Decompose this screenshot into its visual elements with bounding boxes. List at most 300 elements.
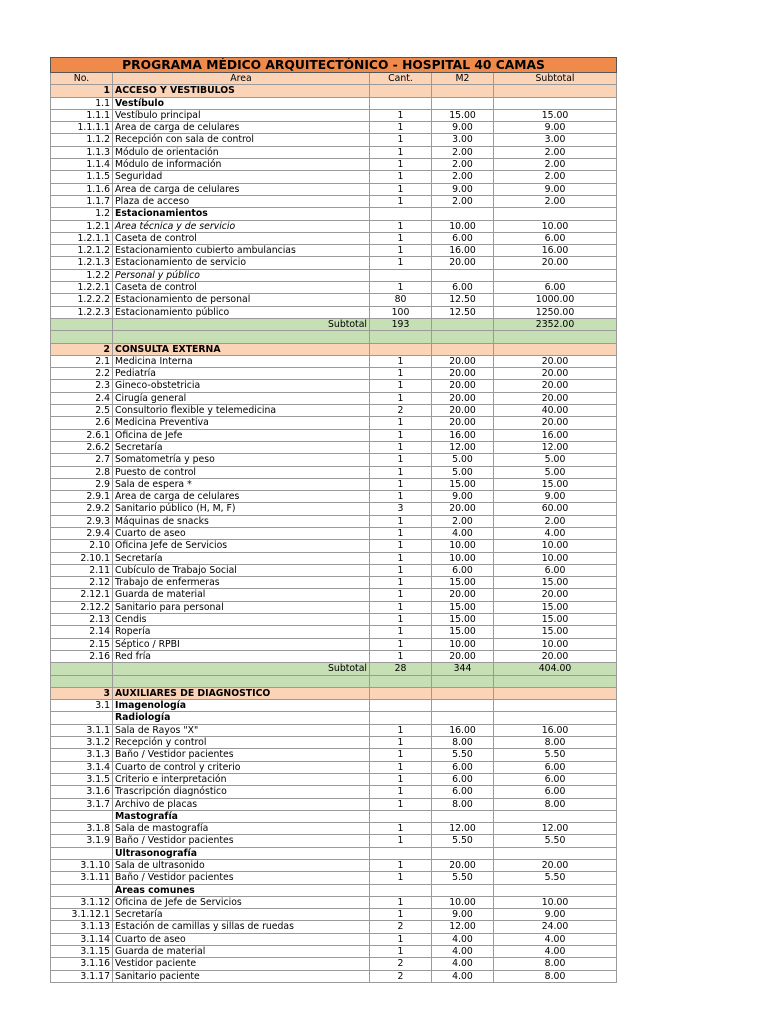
cell-m2: 16.00 [432,724,494,736]
cell-cant: 2 [370,958,432,970]
cell-subtotal: 5.50 [494,872,617,884]
cell-area: Áreas comunes [113,884,370,896]
cell-no: 3.1.11 [51,872,113,884]
cell-m2: 15.00 [432,478,494,490]
cell-area: Séptico / RPBI [113,638,370,650]
cell-subtotal: 15.00 [494,577,617,589]
cell-cant: 1 [370,933,432,945]
cell-subtotal: 2.00 [494,171,617,183]
cell-cant: 1 [370,134,432,146]
cell-cant: 1 [370,860,432,872]
cell-m2 [432,847,494,859]
cell-no [51,663,113,675]
table-row [51,933,617,945]
table-row [51,146,617,158]
cell-cant: 1 [370,417,432,429]
cell-no: 1.2.2.2 [51,294,113,306]
table-row [51,614,617,626]
cell-m2: 20.00 [432,650,494,662]
cell-no: 2 [51,343,113,355]
cell-area: Área de carga de celulares [113,491,370,503]
cell-no: 2.7 [51,454,113,466]
cell-subtotal: 15.00 [494,614,617,626]
cell-m2: 9.00 [432,122,494,134]
cell-subtotal: 4.00 [494,946,617,958]
header-m2: M2 [432,73,494,85]
cell-no: 2.2 [51,368,113,380]
cell-cant: 1 [370,749,432,761]
cell-area: Área de carga de celulares [113,183,370,195]
cell-cant: 1 [370,429,432,441]
cell-m2: 4.00 [432,527,494,539]
cell-no: 2.9 [51,478,113,490]
cell-no [51,675,113,687]
cell-subtotal: 20.00 [494,380,617,392]
table-row [51,466,617,478]
table-row [51,282,617,294]
cell-area: Sala de Rayos "X" [113,724,370,736]
cell-area: Trascripción diagnóstico [113,786,370,798]
section-row [51,687,617,699]
cell-area: Área de carga de celulares [113,122,370,134]
table-row [51,872,617,884]
table-row [51,491,617,503]
cell-cant [370,675,432,687]
cell-area: Oficina de Jefe [113,429,370,441]
cell-area: Módulo de información [113,159,370,171]
cell-subtotal [494,208,617,220]
header-no: No. [51,73,113,85]
cell-no: 3.1.17 [51,970,113,982]
cell-cant: 1 [370,282,432,294]
cell-cant: 1 [370,245,432,257]
program-table [50,57,617,983]
cell-cant: 1 [370,564,432,576]
cell-cant: 1 [370,823,432,835]
cell-cant [370,700,432,712]
cell-subtotal: 12.00 [494,441,617,453]
cell-area: Cirugía general [113,392,370,404]
cell-m2: 6.00 [432,786,494,798]
cell-subtotal [494,810,617,822]
cell-no [51,847,113,859]
cell-m2: 344 [432,663,494,675]
cell-subtotal [494,269,617,281]
cell-m2: 12.00 [432,921,494,933]
cell-no: 2.9.2 [51,503,113,515]
cell-m2 [432,331,494,343]
cell-m2 [432,884,494,896]
cell-m2: 15.00 [432,109,494,121]
cell-m2 [432,269,494,281]
table-row [51,97,617,109]
cell-area: Personal y público [113,269,370,281]
cell-m2: 6.00 [432,564,494,576]
cell-cant: 2 [370,405,432,417]
table-row [51,294,617,306]
cell-subtotal: 10.00 [494,552,617,564]
cell-area: Imagenología [113,700,370,712]
cell-area: Vestidor paciente [113,958,370,970]
cell-subtotal: 9.00 [494,909,617,921]
cell-area: Secretaría [113,441,370,453]
cell-no: 2.10 [51,540,113,552]
cell-m2: 5.50 [432,749,494,761]
table-row [51,552,617,564]
cell-area: Estacionamientos [113,208,370,220]
table-row [51,896,617,908]
cell-no: 3.1.12.1 [51,909,113,921]
cell-no: 3.1.1 [51,724,113,736]
cell-subtotal: 24.00 [494,921,617,933]
cell-m2 [432,675,494,687]
cell-no: 3.1.9 [51,835,113,847]
cell-cant: 1 [370,515,432,527]
cell-area: Subtotal [113,318,370,330]
table-row [51,405,617,417]
cell-no [51,331,113,343]
spacer-row [51,331,617,343]
table-row [51,515,617,527]
cell-no: 1.1.4 [51,159,113,171]
cell-area: Estacionamiento cubierto ambulancias [113,245,370,257]
cell-m2: 5.50 [432,872,494,884]
cell-cant: 28 [370,663,432,675]
cell-no: 3 [51,687,113,699]
cell-cant: 2 [370,921,432,933]
cell-cant: 1 [370,761,432,773]
table-row [51,909,617,921]
cell-subtotal: 15.00 [494,601,617,613]
cell-subtotal [494,85,617,97]
cell-area: Somatometría y peso [113,454,370,466]
cell-no: 1.1.2 [51,134,113,146]
cell-subtotal: 2352.00 [494,318,617,330]
cell-cant [370,269,432,281]
cell-area: Sala de mastografía [113,823,370,835]
cell-m2: 2.00 [432,195,494,207]
table-row [51,810,617,822]
cell-m2: 4.00 [432,958,494,970]
table-row [51,208,617,220]
cell-m2: 10.00 [432,540,494,552]
cell-no: 3.1.3 [51,749,113,761]
cell-area: Secretaría [113,552,370,564]
cell-subtotal: 9.00 [494,183,617,195]
cell-m2: 8.00 [432,798,494,810]
cell-subtotal: 2.00 [494,159,617,171]
cell-cant: 1 [370,527,432,539]
header-subtotal: Subtotal [494,73,617,85]
cell-m2: 8.00 [432,737,494,749]
cell-area: Cuarto de aseo [113,527,370,539]
cell-subtotal: 5.50 [494,749,617,761]
cell-cant: 1 [370,650,432,662]
cell-cant: 1 [370,946,432,958]
cell-subtotal: 20.00 [494,368,617,380]
cell-area: Recepción y control [113,737,370,749]
cell-m2: 9.00 [432,183,494,195]
cell-cant: 80 [370,294,432,306]
cell-subtotal [494,97,617,109]
cell-m2: 9.00 [432,909,494,921]
cell-subtotal: 40.00 [494,405,617,417]
table-row [51,798,617,810]
cell-subtotal: 20.00 [494,860,617,872]
cell-m2: 20.00 [432,860,494,872]
table-row [51,109,617,121]
table-row [51,441,617,453]
section-row [51,343,617,355]
cell-cant: 1 [370,392,432,404]
cell-subtotal: 20.00 [494,355,617,367]
cell-m2: 20.00 [432,257,494,269]
cell-subtotal: 60.00 [494,503,617,515]
cell-area: Criterio e interpretación [113,773,370,785]
cell-m2: 4.00 [432,970,494,982]
table-row [51,134,617,146]
cell-no: 1.1.6 [51,183,113,195]
cell-cant: 1 [370,109,432,121]
cell-m2: 6.00 [432,761,494,773]
cell-subtotal: 20.00 [494,257,617,269]
subtotal-row [51,663,617,675]
cell-m2: 2.00 [432,171,494,183]
cell-no: 2.9.3 [51,515,113,527]
cell-area: Puesto de control [113,466,370,478]
cell-cant: 3 [370,503,432,515]
cell-m2: 10.00 [432,638,494,650]
cell-cant [370,847,432,859]
table-row [51,835,617,847]
cell-cant: 1 [370,257,432,269]
cell-subtotal: 20.00 [494,589,617,601]
cell-cant: 1 [370,441,432,453]
cell-m2: 20.00 [432,355,494,367]
cell-cant [370,687,432,699]
table-row [51,761,617,773]
cell-cant: 1 [370,355,432,367]
cell-no: 1.2.1 [51,220,113,232]
cell-area: Baño / Vestidor pacientes [113,872,370,884]
cell-no: 2.8 [51,466,113,478]
cell-area: Subtotal [113,663,370,675]
header-cant: Cant. [370,73,432,85]
cell-no: 3.1.15 [51,946,113,958]
cell-area: Ultrasonografía [113,847,370,859]
cell-area: Estacionamiento público [113,306,370,318]
cell-m2: 15.00 [432,614,494,626]
cell-cant: 1 [370,183,432,195]
cell-area: Medicina Preventiva [113,417,370,429]
cell-subtotal: 9.00 [494,122,617,134]
section-row [51,85,617,97]
cell-cant: 1 [370,786,432,798]
table-row [51,700,617,712]
cell-m2 [432,85,494,97]
cell-m2: 12.50 [432,294,494,306]
cell-area: Archivo de placas [113,798,370,810]
cell-cant: 1 [370,724,432,736]
cell-subtotal: 8.00 [494,970,617,982]
cell-area: Gineco-obstetricia [113,380,370,392]
table-row [51,564,617,576]
cell-no: 1.2.1.1 [51,232,113,244]
cell-area: Secretaría [113,909,370,921]
cell-area: ACCESO Y VESTIBULOS [113,85,370,97]
cell-area: Estacionamiento de servicio [113,257,370,269]
cell-m2: 20.00 [432,380,494,392]
cell-no: 3.1.8 [51,823,113,835]
cell-m2: 20.00 [432,368,494,380]
table-row [51,257,617,269]
cell-no: 2.14 [51,626,113,638]
cell-no: 2.13 [51,614,113,626]
cell-cant: 1 [370,478,432,490]
cell-subtotal: 15.00 [494,109,617,121]
cell-no: 2.6.1 [51,429,113,441]
cell-no: 1.1.5 [51,171,113,183]
cell-area: Máquinas de snacks [113,515,370,527]
cell-no: 2.15 [51,638,113,650]
cell-no: 1.2.1.2 [51,245,113,257]
cell-cant: 1 [370,491,432,503]
cell-m2 [432,318,494,330]
cell-area: Ropería [113,626,370,638]
cell-subtotal [494,700,617,712]
cell-area: Red fría [113,650,370,662]
cell-area: Vestíbulo [113,97,370,109]
table-row [51,626,617,638]
cell-no [51,884,113,896]
cell-m2: 20.00 [432,589,494,601]
cell-no: 3.1.10 [51,860,113,872]
cell-area [113,331,370,343]
cell-cant: 1 [370,171,432,183]
cell-no: 1.2.2.3 [51,306,113,318]
cell-m2: 20.00 [432,405,494,417]
cell-m2: 5.50 [432,835,494,847]
cell-area: Consultorio flexible y telemedicina [113,405,370,417]
table-row [51,355,617,367]
cell-subtotal: 15.00 [494,478,617,490]
cell-subtotal: 6.00 [494,232,617,244]
cell-no: 2.9.1 [51,491,113,503]
title-row [51,58,617,73]
cell-m2 [432,687,494,699]
cell-m2: 12.00 [432,823,494,835]
cell-no: 3.1 [51,700,113,712]
cell-no: 2.6 [51,417,113,429]
cell-m2: 15.00 [432,626,494,638]
cell-no: 2.4 [51,392,113,404]
table-row [51,884,617,896]
cell-subtotal: 6.00 [494,773,617,785]
cell-cant: 1 [370,159,432,171]
cell-m2: 12.00 [432,441,494,453]
cell-subtotal: 8.00 [494,798,617,810]
table-row [51,245,617,257]
cell-area: Plaza de acceso [113,195,370,207]
cell-subtotal [494,343,617,355]
cell-cant [370,343,432,355]
cell-m2 [432,700,494,712]
table-row [51,638,617,650]
cell-area: Medicina Interna [113,355,370,367]
cell-cant: 1 [370,577,432,589]
table-row [51,232,617,244]
cell-no: 1.1.7 [51,195,113,207]
program-sheet [50,57,616,983]
cell-area: CONSULTA EXTERNA [113,343,370,355]
document-title: PROGRAMA MÉDICO ARQUITECTÓNICO - HOSPITAL 40 CAMAS [51,58,617,73]
table-row [51,749,617,761]
cell-cant: 1 [370,540,432,552]
cell-m2: 9.00 [432,491,494,503]
cell-area: Seguridad [113,171,370,183]
cell-no: 2.9.4 [51,527,113,539]
table-row [51,380,617,392]
cell-cant [370,884,432,896]
cell-cant: 1 [370,835,432,847]
cell-area: Pediatría [113,368,370,380]
cell-no: 3.1.4 [51,761,113,773]
table-row [51,847,617,859]
table-row [51,958,617,970]
cell-subtotal: 15.00 [494,626,617,638]
cell-area: Vestíbulo principal [113,109,370,121]
cell-cant: 1 [370,368,432,380]
table-row [51,183,617,195]
cell-cant: 1 [370,380,432,392]
table-row [51,171,617,183]
cell-cant: 1 [370,195,432,207]
cell-subtotal: 20.00 [494,417,617,429]
cell-no: 2.6.2 [51,441,113,453]
table-row [51,527,617,539]
cell-area [113,675,370,687]
cell-m2: 5.00 [432,454,494,466]
table-row [51,159,617,171]
cell-area: Área técnica y de servicio [113,220,370,232]
cell-m2: 10.00 [432,220,494,232]
table-row [51,195,617,207]
cell-subtotal: 4.00 [494,933,617,945]
cell-subtotal: 12.00 [494,823,617,835]
cell-cant: 1 [370,737,432,749]
cell-area: Sanitario paciente [113,970,370,982]
cell-area: Cubículo de Trabajo Social [113,564,370,576]
cell-subtotal: 5.00 [494,454,617,466]
cell-area: Radiología [113,712,370,724]
cell-cant [370,331,432,343]
cell-area: Cendis [113,614,370,626]
cell-no: 2.12.1 [51,589,113,601]
cell-m2: 2.00 [432,159,494,171]
cell-subtotal: 3.00 [494,134,617,146]
cell-no: 3.1.7 [51,798,113,810]
table-row [51,589,617,601]
cell-no: 2.12.2 [51,601,113,613]
cell-no: 1.2.2.1 [51,282,113,294]
cell-subtotal: 9.00 [494,491,617,503]
table-row [51,417,617,429]
cell-no: 2.16 [51,650,113,662]
cell-cant: 1 [370,454,432,466]
cell-cant: 1 [370,798,432,810]
header-area: Área [113,73,370,85]
cell-m2 [432,712,494,724]
